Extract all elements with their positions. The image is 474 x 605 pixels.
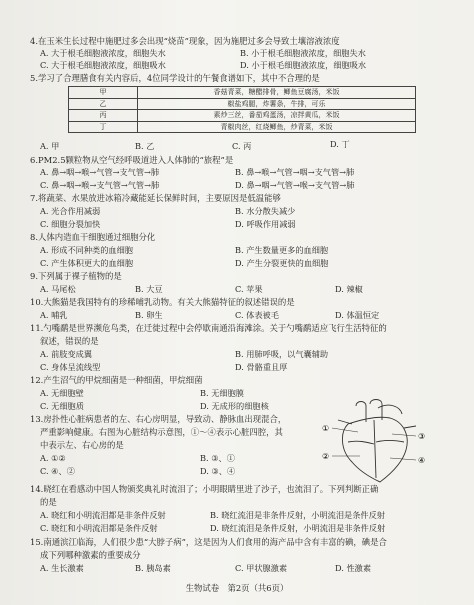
heart-label-4: ④ [418,456,426,465]
q6-option-a: A. 鼻→咽→喉→气管→支气管→肺 [40,167,160,177]
q11-option-d: D. 骨骼重且厚 [235,362,288,372]
question-13-stem-cont: 严重影响健康。右图为心脏结构示意图，①～④表示心脏四腔，其 [40,427,283,437]
q9-option-b: B. 大豆 [135,284,163,294]
question-7-stem: 7.将蔬菜、水果放进冰箱冷藏能延长保鲜时间，主要原因是低温能够 [30,193,281,203]
q12-option-c: C. 无细胞质 [40,401,84,411]
q7-option-a: A. 光合作用减弱 [40,206,101,216]
question-5-stem: 5.学习了合理膳食有关内容后，4位同学设计的午餐食谱如下，其中不合理的是 [30,73,320,83]
q7-option-c: C. 细胞分裂加快 [40,219,101,229]
q4-option-b: B. 小于根毛细胞液浓度，细胞失水 [240,48,366,58]
q15-option-a: A. 生长激素 [40,563,84,573]
question-11-stem-cont: 叙述，错误的是 [40,336,99,346]
q5-option-d: D. 丁 [330,139,350,149]
q14-option-c: C. 晓红和小明流泪都是条件反射 [40,523,158,533]
question-15-stem-cont: 成下列哪种激素的重要成分 [40,550,141,560]
q13-option-d: D. ③、④ [200,466,236,476]
q9-option-c: C. 苹果 [235,284,263,294]
question-11-stem: 11.勺嘴鹬是世界濒危鸟类，在迁徙过程中会停歇南通沿海滩涂。关于勺嘴鹬适应飞行生活特征的 [30,323,387,333]
table-row [69,110,416,122]
question-8-stem: 8.人体内造血干细胞通过细胞分化 [30,232,156,242]
q14-option-b: B. 晓红流泪是非条件反射，小明流泪是条件反射 [210,510,385,520]
q10-option-a: A. 哺乳 [40,310,68,320]
q4-option-c: C. 大于根毛细胞液浓度，细胞吸水 [40,60,166,70]
question-9-stem: 9.下列属于裸子植物的是 [30,271,122,281]
q8-option-d: D. 产生分裂更快的血细胞 [235,258,329,268]
q8-option-b: B. 产生数量更多的血细胞 [235,245,329,255]
row-key: 乙 [69,98,138,110]
q14-option-a: A. 晓红和小明流泪都是非条件反射 [40,510,166,520]
q13-option-c: C. ④、② [40,466,75,476]
q12-option-a: A. 无细胞壁 [40,388,84,398]
q5-option-a: A. 甲 [40,141,60,151]
table-row [69,98,416,110]
q14-option-d: D. 晓红流泪是条件反射，小明流泪是非条件反射 [210,523,386,533]
q4-option-a: A. 大于根毛细胞液浓度，细胞失水 [40,48,166,58]
q5-option-b: B. 乙 [135,141,155,151]
q11-option-c: C. 身体呈流线型 [40,362,101,372]
q7-option-b: B. 水分散失减少 [235,206,296,216]
row-key: 丁 [69,121,138,133]
table-row [69,87,416,99]
row-value: 素炒三丝，番茄鸡蛋汤，凉拌黄瓜，米饭 [138,110,416,122]
question-13-stem-cont2: 中表示左、右心房的是 [40,440,124,450]
question-14-stem: 14.晓红在看感动中国人物颁奖典礼时流泪了；小明眼睛里进了沙子，也流泪了。下列判断正确 [30,484,379,494]
q11-option-a: A. 前肢变成翼 [40,349,93,359]
q6-option-c: C. 鼻→咽→喉→支气管→气管→肺 [40,180,160,190]
lunch-menu-table [68,86,416,133]
question-10-stem: 10.大熊猫是我国特有的珍稀哺乳动物。有关大熊猫特征的叙述错误的是 [30,297,295,307]
q8-option-c: C. 产生体积更大的血细胞 [40,258,134,268]
q8-option-a: A. 形成不同种类的血细胞 [40,245,133,255]
q6-option-d: D. 鼻→咽→气管→喉→支气管→肺 [235,180,355,190]
question-15-stem: 15.南通滨江临海，人们很少患“大脖子病”，这是因为人们食用的海产品中含有丰富的碘，碘是合 [30,537,387,547]
q10-option-d: D. 体温恒定 [335,310,380,320]
q15-option-b: B. 胰岛素 [135,563,171,573]
question-6-stem: 6.PM2.5颗粒物从空气经呼吸道进入人体肺的“旅程”是 [30,155,234,165]
heart-diagram [318,398,430,484]
q5-option-c: C. 丙 [232,141,252,151]
row-value: 椒盐鸡腿，炸薯条，牛排，可乐 [138,98,416,110]
q4-option-d: D. 小于根毛细胞液浓度，细胞吸水 [240,60,367,70]
q12-option-d: D. 无成形的细胞核 [200,401,269,411]
heart-label-1: ① [322,424,330,433]
q13-option-b: B. ③、① [200,453,235,463]
q9-option-d: D. 辣椒 [335,284,363,294]
q11-option-b: B. 用肺呼吸，以气囊辅助 [235,349,329,359]
row-key: 丙 [69,110,138,122]
q10-option-c: C. 体表被毛 [235,310,279,320]
question-4-stem: 4.在玉米生长过程中施肥过多会出现“烧苗”现象，因为施肥过多会导致土壤溶液浓度 [30,36,340,46]
q9-option-a: A. 马尾松 [40,284,76,294]
q7-option-d: D. 呼吸作用减弱 [235,219,296,229]
q12-option-b: B. 无细胞膜 [200,388,244,398]
row-key: 甲 [69,87,138,99]
q10-option-b: B. 卵生 [135,310,163,320]
heart-label-3: ③ [418,432,426,441]
row-value: 香菇青菜，糖醋排骨，鲫鱼豆腐汤，米饭 [138,87,416,99]
q15-option-d: D. 性激素 [335,563,372,573]
table-row [69,121,416,133]
page-footer: 生物试卷 第2页（共6页） [185,583,289,593]
q6-option-b: B. 鼻→喉→气管→咽→支气管→肺 [235,167,355,177]
question-12-stem: 12.产生沼气的甲烷细菌是一种细菌，甲烷细菌 [30,375,203,385]
question-13-stem: 13.房扑性心脏病患者的左、右心房明显，导致动、静脉血出现混合， [30,414,287,424]
q13-option-a: A. ①② [40,453,66,463]
heart-label-2: ② [322,452,330,461]
question-14-stem-cont: 的是 [40,497,57,507]
row-value: 青椒肉丝，红烧鲫鱼，炒青菜，米饭 [138,121,416,133]
q15-option-c: C. 甲状腺激素 [235,563,288,573]
